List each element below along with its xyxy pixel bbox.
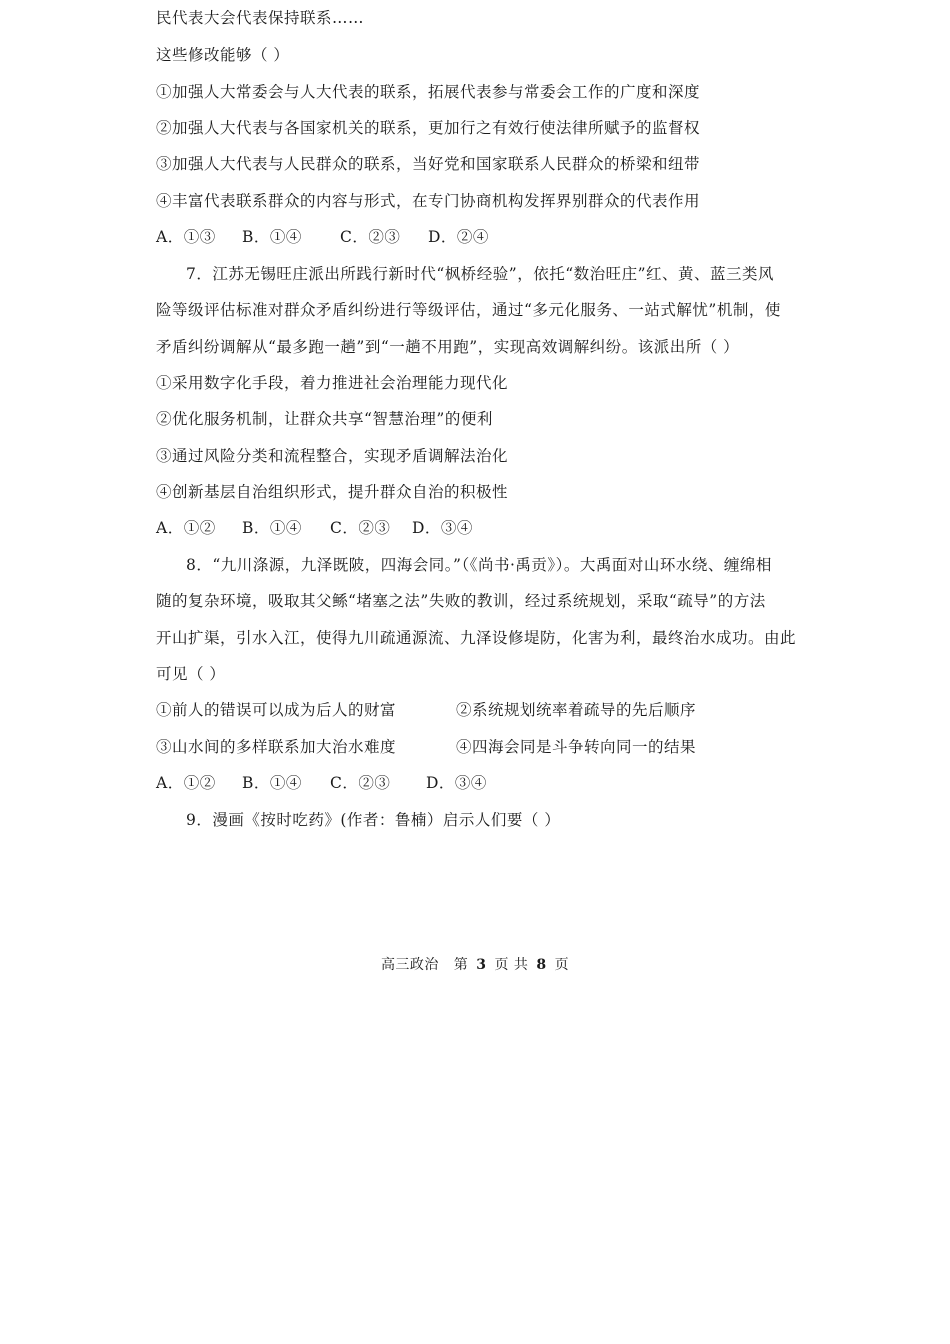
- q8-item-2: ②系统规划统率着疏导的先后顺序: [456, 701, 697, 719]
- q6-item-2: ②加强人大代表与各国家机关的联系，更加行之有效行使法律所赋予的监督权: [156, 119, 701, 137]
- q6-option-b: B．①④: [242, 228, 302, 246]
- q7-option-c: C．②③: [330, 519, 391, 537]
- q6-options: [156, 225, 489, 247]
- q6-item-3: ③加强人大代表与人民群众的联系，当好党和国家联系人民群众的桥梁和纽带: [156, 155, 701, 173]
- q7-item-4: ④创新基层自治组织形式，提升群众自治的积极性: [156, 483, 509, 501]
- q8-item-1: ①前人的错误可以成为后人的财富: [156, 701, 397, 719]
- q9-stem: 9．漫画《按时吃药》(作者：鲁楠）启示人们要（ ）: [186, 811, 561, 829]
- page-footer: [0, 954, 950, 974]
- footer-page-end: 页: [554, 957, 570, 973]
- q7-option-b: B．①④: [242, 519, 302, 537]
- q6-item-1: ①加强人大常委会与人大代表的联系，拓展代表参与常委会工作的广度和深度: [156, 83, 701, 101]
- q8-stem-line-2: 随的复杂环境，吸取其父鲧“堵塞之法”失败的教训，经过系统规划，采取“疏导”的方法: [156, 592, 766, 610]
- q8-item-4: ④四海会同是斗争转向同一的结果: [456, 738, 697, 756]
- q8-options: [156, 771, 487, 793]
- q8-option-c: C．②③: [330, 774, 391, 792]
- q7-stem-line-3: 矛盾纠纷调解从“最多跑一趟”到“一趟不用跑”，实现高效调解纠纷。该派出所（ ）: [156, 338, 740, 356]
- q7-stem-line-1: 7．江苏无锡旺庄派出所践行新时代“枫桥经验”，依托“数治旺庄”红、黄、蓝三类风: [186, 265, 775, 283]
- q6-item-4: ④丰富代表联系群众的内容与形式，在专门协商机构发挥界别群众的代表作用: [156, 192, 701, 210]
- q8-stem-line-3: 开山扩渠，引水入江，使得九川疏通源流、九泽设修堤防，化害为利，最终治水成功。由此: [156, 629, 797, 647]
- q6-option-d: D．②④: [428, 228, 489, 246]
- q8-items-row-1: [156, 698, 796, 720]
- q8-items-row-2: [156, 735, 796, 757]
- footer-page-mid: 页 共: [494, 957, 529, 973]
- q8-option-d: D．③④: [426, 774, 487, 792]
- q7-option-a: A．①②: [156, 519, 216, 537]
- q8-option-b: B．①④: [242, 774, 302, 792]
- q6-stem-continuation: 民代表大会代表保持联系……: [156, 9, 365, 27]
- q8-stem-line-4: 可见（ ）: [156, 665, 226, 683]
- q8-option-a: A．①②: [156, 774, 216, 792]
- q7-stem-line-2: 险等级评估标准对群众矛盾纠纷进行等级评估，通过“多元化服务、一站式解忧”机制，使: [156, 301, 781, 319]
- q7-item-2: ②优化服务机制，让群众共享“智慧治理”的便利: [156, 410, 493, 428]
- q7-options: [156, 516, 473, 538]
- q8-item-3: ③山水间的多样联系加大治水难度: [156, 738, 397, 756]
- q6-option-c: C．②③: [340, 228, 401, 246]
- q6-option-a: A．①③: [156, 228, 216, 246]
- footer-page-number: 3: [476, 957, 487, 973]
- q6-stem: 这些修改能够（ ）: [156, 46, 290, 64]
- q7-item-1: ①采用数字化手段，着力推进社会治理能力现代化: [156, 374, 509, 392]
- q7-item-3: ③通过风险分类和流程整合，实现矛盾调解法治化: [156, 447, 509, 465]
- q8-stem-line-1: 8．“九川涤源，九泽既陂，四海会同。”（《尚书·禹贡》）。大禹面对山环水绕、缠绵相: [186, 556, 772, 574]
- footer-subject: 高三政治: [380, 957, 439, 973]
- footer-total-pages: 8: [536, 957, 547, 973]
- q7-option-d: D．③④: [412, 519, 473, 537]
- footer-page-label: 第: [453, 957, 469, 973]
